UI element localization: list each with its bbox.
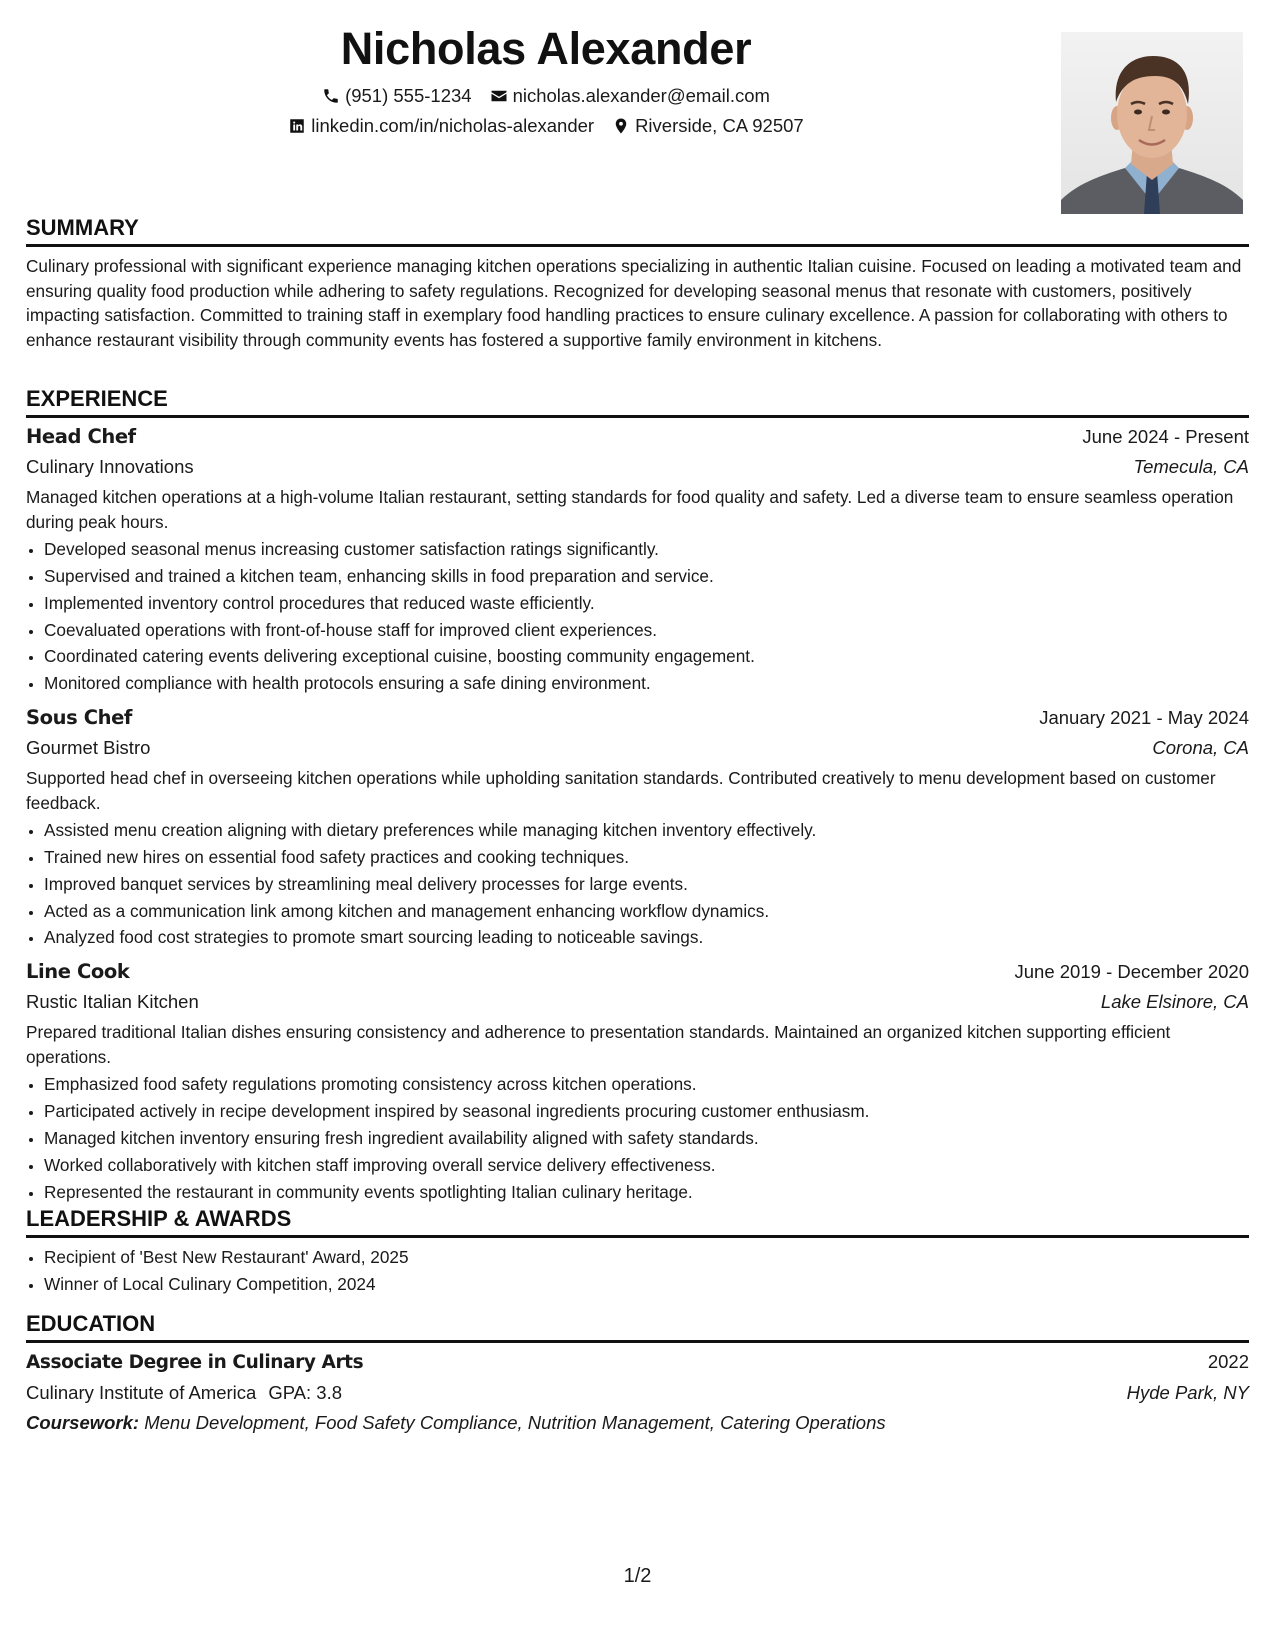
list-item: • Supervised and trained a kitchen team, enhancing skills in food preparation and service.: [44, 563, 1249, 590]
resume-header: [26, 20, 1066, 138]
job-bullets: [26, 1071, 1249, 1205]
job-description: Managed kitchen operations at a high-volume Italian restaurant, setting standards for food quality and safety. Led a diverse team to ensure seamless operation during peak hours.: [26, 487, 1234, 532]
job-bullets: [26, 536, 1249, 697]
job-location: Corona, CA: [1152, 736, 1249, 758]
summary-section: [26, 215, 1249, 352]
job-entry: [26, 422, 1249, 697]
school-location: Hyde Park, NY: [1126, 1382, 1249, 1403]
job-dates: January 2021 - May 2024: [1039, 706, 1249, 728]
list-item: • Emphasized food safety regulations promoting consistency across kitchen operations.: [44, 1071, 1249, 1098]
job-title: Sous Chef: [26, 705, 133, 729]
summary-text: Culinary professional with significant experience managing kitchen operations specializing in authentic Italian cuisine. Focused on leading a motivated team and ensuring quality food production while adhering to safety regulations. Recognized for developing seasonal menus that resonate with customers, positively impacting satisfaction. Committed to training staff in exemplary food handling practices to ensure culinary excellence. A passion for collaborating with others to enhance restaurant visibility through community events has fostered a supportive family environment in kitchens.: [26, 256, 1242, 350]
school-info: [26, 1378, 342, 1408]
experience-heading: EXPERIENCE: [26, 386, 1249, 418]
profile-photo: [1061, 32, 1243, 214]
coursework-label: Coursework:: [26, 1412, 140, 1433]
list-item: • Managed kitchen inventory ensuring fresh ingredient availability aligned with safety standards.: [44, 1125, 1249, 1152]
list-item: • Coevaluated operations with front-of-house staff for improved client experiences.: [44, 617, 1249, 644]
page-number: 1/2: [623, 1565, 652, 1587]
graduation-year: 2022: [1207, 1351, 1249, 1372]
degree-title: Associate Degree in Culinary Arts: [26, 1352, 364, 1373]
job-location: Temecula, CA: [1133, 456, 1249, 477]
summary-heading: SUMMARY: [26, 215, 1249, 247]
job-entry: [26, 957, 1249, 1205]
contact-row-primary: [26, 84, 1066, 108]
gpa-text: GPA: 3.8: [268, 1382, 343, 1403]
email-text[interactable]: nicholas.alexander@email.com: [512, 85, 770, 106]
job-header: [26, 957, 1249, 987]
education-subheader: [26, 1378, 1249, 1408]
education-entry: [26, 1347, 1249, 1438]
school-name: Culinary Institute of America: [26, 1382, 257, 1403]
awards-list: [26, 1244, 1249, 1298]
candidate-name: Nicholas Alexander: [340, 23, 752, 74]
list-item: • Recipient of 'Best New Restaurant' Award, 2025: [44, 1244, 1249, 1271]
job-title: Line Cook: [26, 960, 130, 984]
list-item: • Implemented inventory control procedures that reduced waste efficiently.: [44, 590, 1249, 617]
list-item: • Participated actively in recipe development inspired by seasonal ingredients procuring customer enthusiasm.: [44, 1098, 1249, 1125]
list-item: • Winner of Local Culinary Competition, 2024: [44, 1271, 1249, 1298]
linkedin-contact[interactable]: [288, 114, 594, 138]
leadership-heading: LEADERSHIP & AWARDS: [26, 1206, 1249, 1238]
email-contact[interactable]: [490, 84, 770, 108]
contact-row-secondary: [26, 114, 1066, 138]
list-item: • Acted as a communication link among kitchen and management enhancing workflow dynamics.: [44, 898, 1249, 925]
location-contact: [612, 114, 804, 138]
job-description: Prepared traditional Italian dishes ensuring consistency and adherence to presentation standards. Maintained an organized kitchen supporting efficient operations.: [26, 1022, 1171, 1067]
experience-section: [26, 386, 1249, 1205]
list-item: • Worked collaboratively with kitchen staff improving overall service delivery effectiveness.: [44, 1152, 1249, 1179]
map-pin-icon: [612, 117, 630, 135]
job-dates: June 2019 - December 2020: [1014, 961, 1249, 983]
list-item: • Coordinated catering events delivering exceptional cuisine, boosting community engagement.: [44, 643, 1249, 670]
job-subheader: [26, 733, 1249, 763]
job-subheader: [26, 987, 1249, 1017]
list-item: • Represented the restaurant in community events spotlighting Italian culinary heritage.: [44, 1179, 1249, 1206]
job-company: Culinary Innovations: [26, 456, 194, 477]
list-item: • Monitored compliance with health protocols ensuring a safe dining environment.: [44, 670, 1249, 697]
list-item: • Trained new hires on essential food safety practices and cooking techniques.: [44, 844, 1249, 871]
job-company: Rustic Italian Kitchen: [26, 991, 199, 1013]
list-item: • Analyzed food cost strategies to promote smart sourcing leading to noticeable savings.: [44, 924, 1249, 951]
linkedin-text[interactable]: linkedin.com/in/nicholas-alexander: [311, 115, 595, 136]
education-heading: EDUCATION: [26, 1311, 1249, 1343]
list-item: • Assisted menu creation aligning with dietary preferences while managing kitchen inventory effectively.: [44, 817, 1249, 844]
job-location: Lake Elsinore, CA: [1100, 991, 1249, 1013]
education-section: [26, 1311, 1249, 1438]
job-description: Supported head chef in overseeing kitchen operations while upholding sanitation standards. Contributed creatively to menu development based on customer feedback.: [26, 767, 1216, 813]
envelope-icon: [490, 87, 508, 105]
job-entry: [26, 703, 1249, 951]
phone-contact: [322, 84, 472, 108]
job-title: Head Chef: [26, 425, 136, 448]
job-header: [26, 703, 1249, 733]
education-header: [26, 1347, 1249, 1378]
linkedin-icon: [288, 117, 306, 135]
job-subheader: [26, 452, 1249, 482]
list-item: • Improved banquet services by streamlining meal delivery processes for large events.: [44, 871, 1249, 898]
coursework-text: Menu Development, Food Safety Compliance, Nutrition Management, Catering Operations: [144, 1412, 886, 1433]
job-dates: June 2024 - Present: [1082, 426, 1249, 447]
coursework-line: [26, 1408, 1249, 1438]
leadership-section: [26, 1206, 1249, 1298]
job-company: Gourmet Bistro: [26, 736, 151, 758]
job-bullets: [26, 817, 1249, 951]
location-text: Riverside, CA 92507: [635, 115, 804, 136]
job-header: [26, 422, 1249, 452]
list-item: • Developed seasonal menus increasing customer satisfaction ratings significantly.: [44, 536, 1249, 563]
phone-text: (951) 555-1234: [345, 85, 472, 106]
phone-icon: [322, 87, 340, 105]
